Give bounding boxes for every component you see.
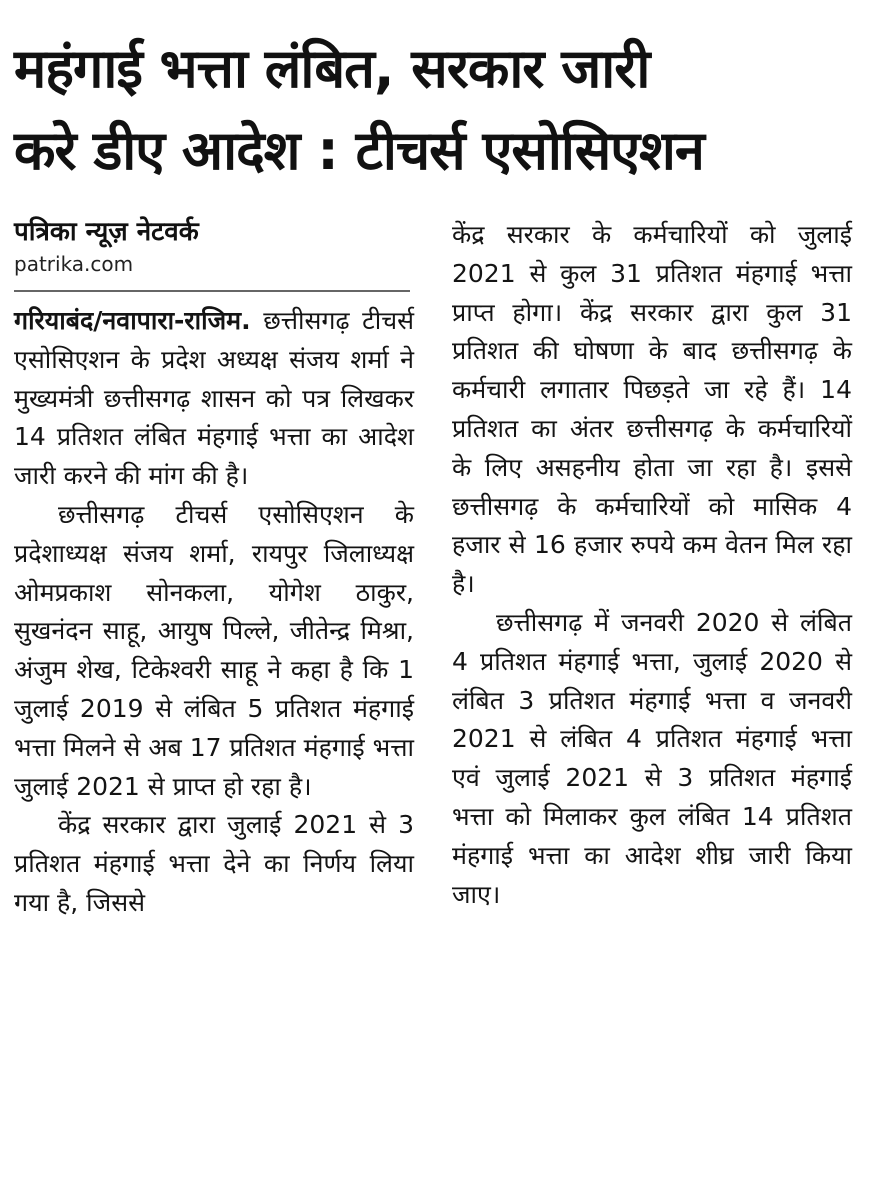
byline-divider: [14, 290, 410, 292]
byline-site: patrika.com: [14, 252, 134, 276]
headline: [14, 28, 860, 192]
article-paragraph: छत्तीसगढ़ टीचर्स एसोसिएशन के प्रदेशाध्यक्ष संजय शर्मा, रायपुर जिलाध्यक्ष ओमप्रकाश सोनकला, योगेश ठाकुर, सुखनंदन साहू, आयुष पिल्ले, जीतेन्द्र मिश्रा, अंजुम शेख, टिकेश्वरी साहू ने कहा है कि 1 जुलाई 2019 से लंबित 5 प्रतिशत मंहगाई भत्ता मिलने से अब 17 प्रतिशत मंहगाई भत्ता जुलाई 2021 से प्राप्त हो रहा है।: [14, 499, 414, 801]
headline-line-2: करे डीए आदेश : टीचर्स एसोसिएशन: [14, 119, 704, 182]
article-paragraph: केंद्र सरकार के कर्मचारियों को जुलाई 2021 से कुल 31 प्रतिशत मंहगाई भत्ता प्राप्त होगा। केंद्र सरकार द्वारा कुल 31 प्रतिशत की घोषणा के बाद छत्तीसगढ़ के कर्मचारी लगातार पिछड़ते जा रहे हैं। 14 प्रतिशत का अंतर छत्तीसगढ़ के कर्मचारियों के लिए असहनीय होता जा रहा है। इससे छत्तीसगढ़ के कर्मचारियों को मासिक 4 हजार से 16 हजार रुपये कम वेतन मिल रहा है।: [452, 220, 852, 599]
headline-line-1: महंगाई भत्ता लंबित, सरकार जारी: [14, 37, 650, 100]
article-column-left: [14, 302, 414, 923]
article-paragraph: केंद्र सरकार द्वारा जुलाई 2021 से 3 प्रतिशत मंहगाई भत्ता देने का निर्णय लिया गया है, जिससे: [14, 810, 414, 917]
article-paragraph: छत्तीसगढ़ में जनवरी 2020 से लंबित 4 प्रतिशत मंहगाई भत्ता, जुलाई 2020 से लंबित 3 प्रतिशत मंहगाई भत्ता व जनवरी 2021 से लंबित 4 प्रतिशत मंहगाई भत्ता एवं जुलाई 2021 से 3 प्रतिशत मंहगाई भत्ता को मिलाकर कुल लंबित 14 प्रतिशत मंहगाई भत्ता का आदेश शीघ्र जारी किया जाए।: [452, 607, 852, 909]
article-column-right: [452, 216, 852, 914]
byline: [14, 214, 410, 278]
paragraph-text: छत्तीसगढ़ टीचर्स एसोसिएशन के प्रदेश अध्यक्ष संजय शर्मा ने मुख्यमंत्री छत्तीसगढ़ शासन को पत्र लिखकर 14 प्रतिशत लंबित मंहगाई भत्ता का आदेश जारी करने की मांग की है।: [14, 306, 414, 491]
byline-network: पत्रिका न्यूज़ नेटवर्क: [14, 217, 199, 247]
article-paragraph: [14, 302, 414, 496]
dateline: गरियाबंद/नवापारा-राजिम.: [14, 306, 251, 335]
